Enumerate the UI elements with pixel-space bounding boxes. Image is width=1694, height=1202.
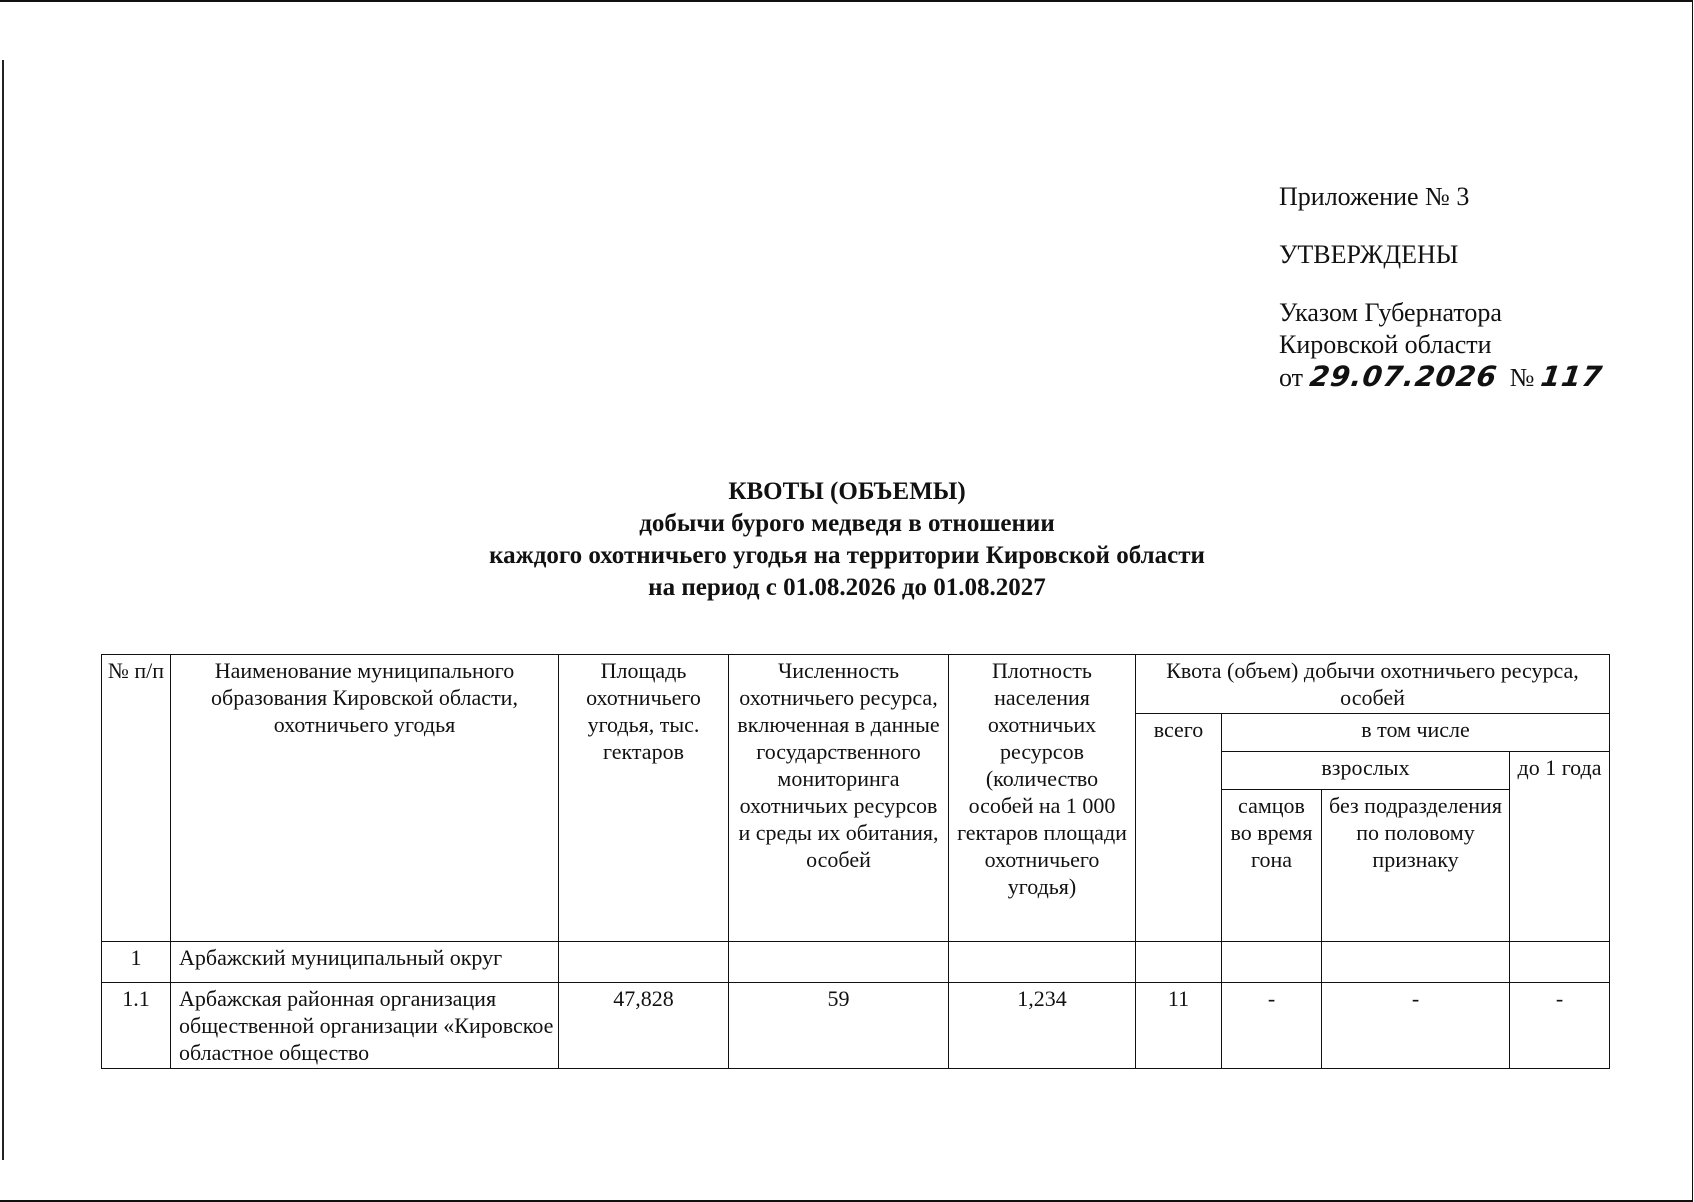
document-title: [0, 476, 1694, 604]
header-total: всего: [1136, 714, 1222, 942]
cell-population: 59: [729, 983, 949, 1069]
cell-no-sex-division: [1322, 942, 1510, 983]
header-density: Плотность населения охотничьих ресурсов (количество особей на 1 000 гектаров площади охотничьего угодья): [949, 655, 1136, 942]
decree-number: 117: [1538, 360, 1605, 393]
cell-males-rut: [1222, 942, 1322, 983]
approved-label: УТВЕРЖДЕНЫ: [1279, 240, 1459, 269]
header-area: Площадь охотничьего угодья, тыс. гектаров: [559, 655, 729, 942]
cell-total: 11: [1136, 983, 1222, 1069]
header-population: Численность охотничьего ресурса, включенная в данные государственного мониторинга охотничьих ресурсов и среды их обитания, особей: [729, 655, 949, 942]
header-num: № п/п: [102, 655, 171, 942]
cell-total: [1136, 942, 1222, 983]
scan-edge-line: [2, 60, 4, 1160]
header-including: в том числе: [1222, 714, 1610, 752]
header-name: Наименование муниципального образования Кировской области, охотничьего угодья: [171, 655, 559, 942]
header-adults: взрослых: [1222, 752, 1510, 790]
cell-density: [949, 942, 1136, 983]
header-under-one: до 1 года: [1510, 752, 1610, 942]
decree-date: 29.07.2026: [1307, 360, 1500, 393]
decree-line-2: Кировской области: [1279, 330, 1492, 359]
cell-males-rut: -: [1222, 983, 1322, 1069]
table-row: [102, 942, 1610, 983]
cell-area: [559, 942, 729, 983]
cell-area: 47,828: [559, 983, 729, 1069]
decree-line-1: Указом Губернатора: [1279, 298, 1502, 327]
table-row: [102, 983, 1610, 1069]
date-prefix: от: [1279, 363, 1304, 392]
header-males-rut: самцов во время гона: [1222, 790, 1322, 942]
header-no-sex-division: без подразделения по половому признаку: [1322, 790, 1510, 942]
title-line-2: добычи бурого медведя в отношении: [639, 510, 1055, 537]
title-line-3: каждого охотничьего угодья на территории Кировской области: [489, 542, 1205, 569]
cell-no-sex-division: -: [1322, 983, 1510, 1069]
cell-num: 1: [102, 942, 171, 983]
decree-date-line: [1279, 360, 1605, 394]
cell-under-one: -: [1510, 983, 1610, 1069]
approval-block: [1279, 181, 1605, 394]
cell-population: [729, 942, 949, 983]
cell-under-one: [1510, 942, 1610, 983]
cell-num: 1.1: [102, 983, 171, 1069]
quota-table: [101, 654, 1610, 1069]
appendix-label: Приложение № 3: [1279, 182, 1470, 211]
header-quota: Квота (объем) добычи охотничьего ресурса, особей: [1136, 655, 1610, 714]
number-sign: №: [1509, 363, 1535, 392]
title-line-4: на период с 01.08.2026 до 01.08.2027: [648, 574, 1046, 601]
cell-name: Арбажский муниципальный округ: [171, 942, 559, 983]
title-line-1: КВОТЫ (ОБЪЕМЫ): [728, 478, 966, 505]
cell-name: Арбажская районная организация общественной организации «Кировское областное общество: [171, 983, 559, 1069]
cell-density: 1,234: [949, 983, 1136, 1069]
